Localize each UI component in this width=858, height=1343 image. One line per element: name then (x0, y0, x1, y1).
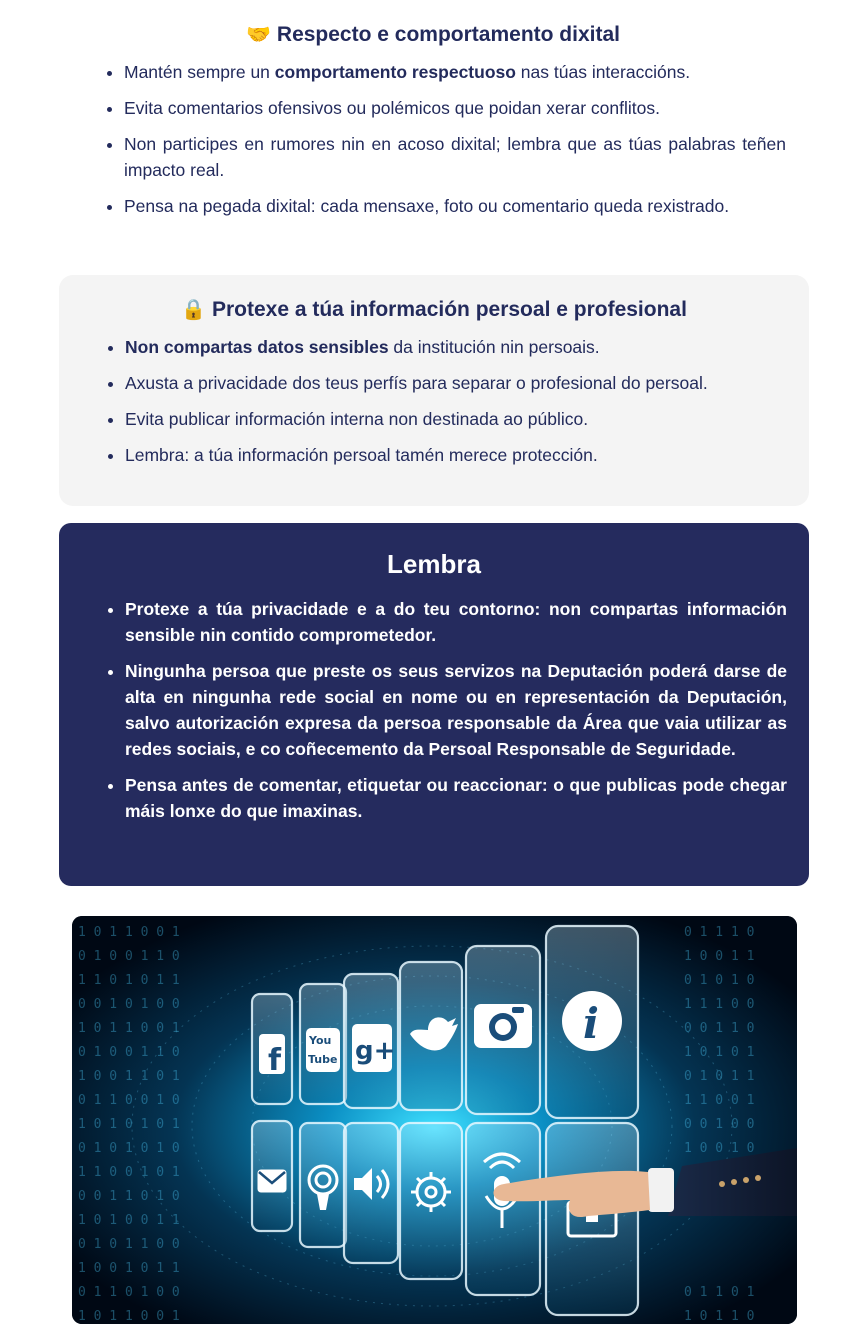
svg-text:g+: g+ (355, 1036, 396, 1066)
reminder-title: Lembra (387, 549, 481, 579)
camera-icon (474, 1004, 532, 1048)
handshake-icon: 🤝 (246, 24, 271, 46)
svg-text:i: i (583, 999, 599, 1048)
list-item: • Axusta a privacidade dos teus perfís para separar o profesional do persoal. (125, 370, 787, 396)
respect-title (58, 22, 808, 47)
svg-text:0 1 0 1 1 0 0: 0 1 0 1 1 0 0 (78, 1237, 180, 1252)
mail-icon (259, 1171, 285, 1191)
shirt-cuff (648, 1168, 674, 1212)
svg-text:1 0 1 1 0 0 1: 1 0 1 1 0 0 1 (78, 925, 180, 940)
svg-text:1 0 0 1 1: 1 0 0 1 1 (684, 949, 755, 964)
svg-text:0 1 0 0 1 1 0: 0 1 0 0 1 1 0 (78, 949, 180, 964)
tile-gear (400, 1123, 462, 1279)
svg-text:0 0 1 1 0: 0 0 1 1 0 (684, 1021, 755, 1036)
list-item: • Pensa na pegada dixital: cada mensaxe, foto ou comentario queda rexistrado. (124, 193, 786, 219)
svg-text:1 0 0 1 1 0 1: 1 0 0 1 1 0 1 (78, 1069, 180, 1084)
svg-text:0 1 1 1 0: 0 1 1 1 0 (684, 925, 755, 940)
lock-icon: 🔒 (181, 299, 206, 321)
facebook-icon (259, 1034, 285, 1078)
respect-list (58, 59, 808, 219)
svg-text:1 0 0 1 0: 1 0 0 1 0 (684, 1141, 755, 1156)
list-item: • Non compartas datos sensibles da institución nin persoais. (125, 334, 787, 360)
svg-text:0 1 1 0 0 1 0: 0 1 1 0 0 1 0 (78, 1093, 180, 1108)
svg-text:1 1 0 0 1: 1 1 0 0 1 (684, 1093, 755, 1108)
svg-text:0 0 1 1 0 1 0: 0 0 1 1 0 1 0 (78, 1189, 180, 1204)
reminder-list (59, 596, 809, 824)
svg-text:0 1 0 1 0: 0 1 0 1 0 (684, 973, 755, 988)
svg-text:0 0 1 0 1 0 0: 0 0 1 0 1 0 0 (78, 997, 180, 1012)
youtube-icon (306, 1028, 340, 1072)
respect-title-text: Respecto e comportamento dixital (276, 23, 620, 46)
svg-text:1 0 1 0 1: 1 0 1 0 1 (684, 1045, 755, 1060)
svg-text:0 1 0 1 1: 0 1 0 1 1 (684, 1069, 755, 1084)
svg-text:1 0 1 0 1 0 1: 1 0 1 0 1 0 1 (78, 1117, 180, 1132)
privacy-list (59, 334, 809, 468)
svg-text:1 0 1 1 0: 1 0 1 1 0 (684, 1309, 755, 1324)
privacy-title-text: Protexe a túa información persoal e profesional (211, 298, 687, 321)
list-item: • Evita publicar información interna non destinada ao público. (125, 406, 787, 432)
list-item: • Pensa antes de comentar, etiquetar ou reaccionar: o que publicas pode chegar máis lonxe do que imaxinas. (125, 772, 787, 824)
svg-text:1 1 0 1 0 1 1: 1 1 0 1 0 1 1 (78, 973, 180, 988)
svg-text:Tube: Tube (308, 1053, 338, 1066)
reminder-box (59, 523, 809, 886)
svg-text:0 1 1 0 1 0 0: 0 1 1 0 1 0 0 (78, 1285, 180, 1300)
svg-text:0 1 0 1 0 1 0: 0 1 0 1 0 1 0 (78, 1141, 180, 1156)
svg-text:0 1 0 0 1 1 0: 0 1 0 0 1 1 0 (78, 1045, 180, 1060)
respect-section (58, 22, 808, 229)
svg-text:1 0 0 1 0 1 1: 1 0 0 1 0 1 1 (78, 1261, 180, 1276)
list-item: • Non participes en rumores nin en acoso dixital; lembra que as túas palabras teñen impacto real. (124, 131, 786, 183)
svg-text:0 1 1 0 1: 0 1 1 0 1 (684, 1285, 755, 1300)
svg-text:You: You (309, 1034, 332, 1047)
google-plus-icon (352, 1024, 395, 1072)
svg-text:0 0 1 0 0: 0 0 1 0 0 (684, 1117, 755, 1132)
svg-text:1 0 1 1 0 0 1: 1 0 1 1 0 0 1 (78, 1021, 180, 1036)
svg-text:1 1 0 0 1 0 1: 1 1 0 0 1 0 1 (78, 1165, 180, 1180)
svg-text:1 0 1 1 0 0 1: 1 0 1 1 0 0 1 (78, 1309, 180, 1324)
privacy-section (59, 275, 809, 506)
svg-text:1 0 1 0 0 1 1: 1 0 1 0 0 1 1 (78, 1213, 180, 1228)
list-item: • Lembra: a túa información persoal tamén merece protección. (125, 442, 787, 468)
list-item: • Protexe a túa privacidade e a do teu contorno: non compartas información sensible nin contido comprometedor. (125, 596, 787, 648)
svg-text:1 1 1 0 0: 1 1 1 0 0 (684, 997, 755, 1012)
privacy-title (59, 297, 809, 322)
list-item: • Ningunha persoa que preste os seus servizos na Deputación poderá darse de alta en ningunha rede social en nome ou en representación da Deputación, salvo autorización expresa da persoa responsable da Área que vaia utilizar as redes sociais, e co coñecemento da Persoal Responsable de Seguridade. (125, 658, 787, 762)
info-icon (562, 991, 622, 1051)
tile-podcast (300, 1123, 346, 1247)
list-item: • Evita comentarios ofensivos ou polémicos que poidan xerar conflitos. (124, 95, 786, 121)
list-item: • Mantén sempre un comportamento respectuoso nas túas interaccións. (124, 59, 786, 85)
illustration-svg (72, 916, 797, 1324)
social-media-illustration (72, 916, 797, 1324)
svg-text:f: f (268, 1043, 282, 1078)
